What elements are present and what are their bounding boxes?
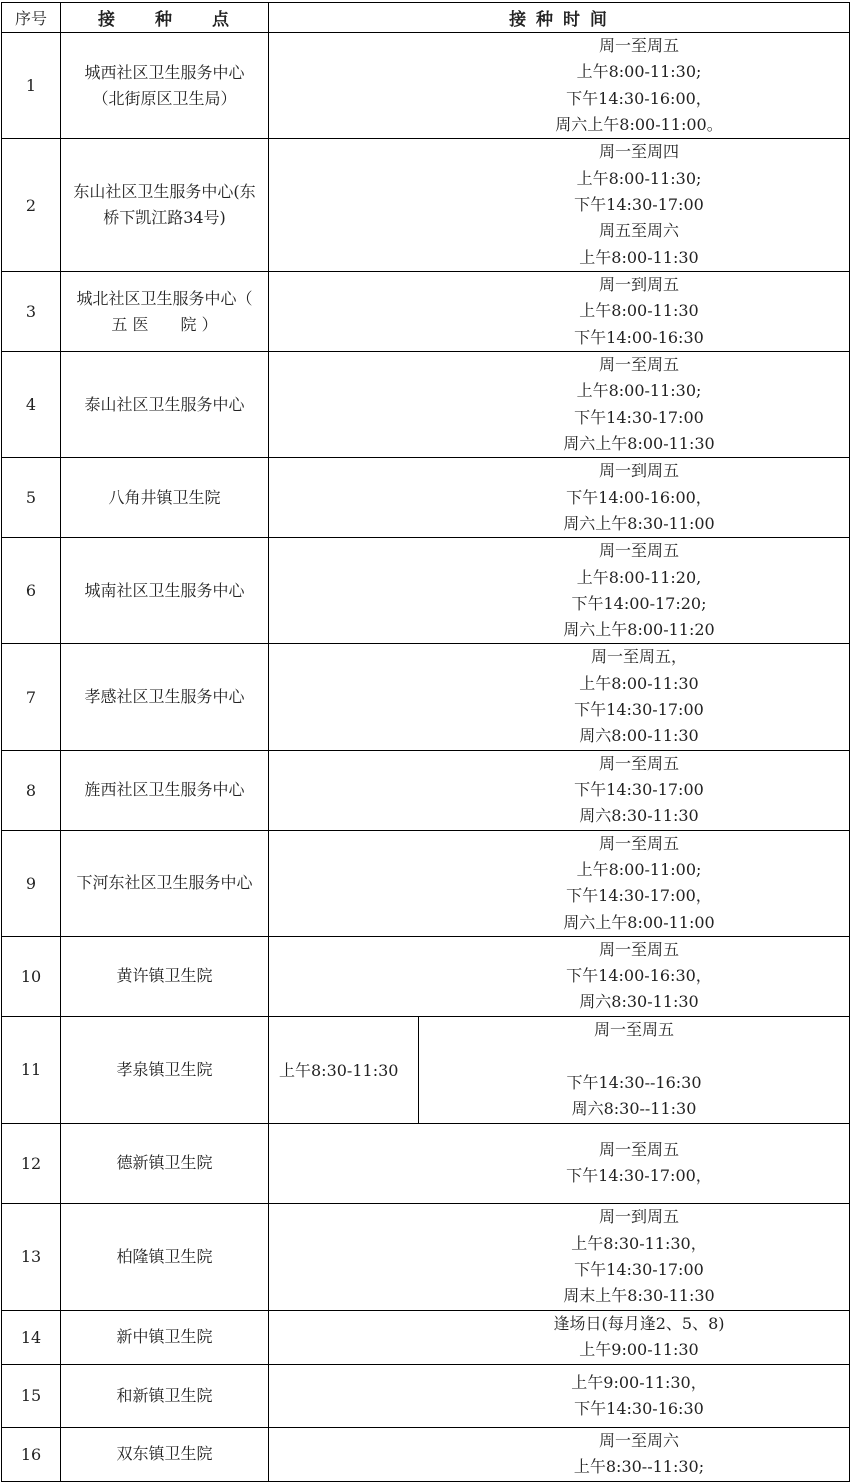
time-line: 周一至周五 <box>598 833 679 853</box>
time-cell <box>269 830 850 936</box>
time-cell <box>269 538 850 644</box>
site-cell <box>61 750 269 830</box>
time-line: 上午8:00-11:00; <box>576 859 702 879</box>
table-row <box>2 272 850 352</box>
time-line: 下午14:30-17:00， <box>566 1166 712 1186</box>
site-name: 柏隆镇卫生院 <box>116 1246 213 1266</box>
time-cell <box>269 272 850 352</box>
time-line: 周六上午8:00-11:20 <box>563 620 715 640</box>
time-line: 周一至周五 <box>598 541 679 561</box>
vaccination-schedule-table <box>1 2 850 1482</box>
site-name: 泰山社区卫生服务中心 <box>84 394 245 414</box>
time-line: 周一至周五 <box>598 36 679 55</box>
site-name: 双东镇卫生院 <box>116 1444 213 1464</box>
time-line: 下午14:00-16:00， <box>566 487 712 507</box>
site-cell <box>61 458 269 538</box>
time-line: 上午8:00-11:30 <box>579 247 699 267</box>
time-line: 下午14:30-17:00 <box>574 407 704 427</box>
row-number: 5 <box>2 458 61 538</box>
time-cell <box>269 1310 850 1364</box>
time-cell <box>419 1016 850 1123</box>
row-number: 3 <box>2 272 61 352</box>
time-line: 上午8:00-11:30; <box>576 168 702 188</box>
table-row <box>2 1016 850 1123</box>
time-line: 下午14:30-17:00 <box>574 195 704 215</box>
row-number: 6 <box>2 538 61 644</box>
table-row <box>2 1123 850 1203</box>
site-cell <box>61 1310 269 1364</box>
row-number: 10 <box>2 936 61 1016</box>
time-line: 周末上午8:30-11:30 <box>563 1286 715 1306</box>
site-name: 东山社区卫生服务中心(东桥下凯江路34号) <box>73 182 256 228</box>
time-line: 下午14:30-16:00， <box>566 88 712 108</box>
time-line: 周六8:30-11:30 <box>579 992 699 1012</box>
row-number: 9 <box>2 830 61 936</box>
header-site: 接 种 点 <box>61 3 269 33</box>
site-name: 孝泉镇卫生院 <box>116 1059 213 1079</box>
site-name: 德新镇卫生院 <box>116 1153 213 1173</box>
time-line: 周六上午8:30-11:00 <box>563 513 715 533</box>
time-line: 上午8:00-11:30; <box>576 381 702 401</box>
time-cell <box>269 1364 850 1427</box>
time-cell <box>269 936 850 1016</box>
time-line: 上午8:30-11:30， <box>571 1233 707 1253</box>
time-cell <box>269 1427 850 1481</box>
time-line <box>419 1044 849 1070</box>
time-line: 上午8:00-11:30; <box>576 62 702 82</box>
time-line: 周一到周五 <box>598 1207 679 1227</box>
site-cell <box>61 33 269 139</box>
time-line: 周一到周五 <box>598 461 679 481</box>
table-row <box>2 139 850 272</box>
site-name: 黄许镇卫生院 <box>116 966 213 986</box>
extra-time-cell: 上午8:30-11:30 <box>269 1016 419 1123</box>
table-row <box>2 1203 850 1310</box>
time-line: 周一至周五 <box>598 753 679 773</box>
table-row <box>2 830 850 936</box>
header-number: 序号 <box>2 3 61 33</box>
site-name: 城南社区卫生服务中心 <box>84 580 245 600</box>
time-line: 下午14:30-17:00 <box>574 1259 704 1279</box>
table-row <box>2 33 850 139</box>
time-line: 周一至周四 <box>598 142 679 162</box>
time-line: 周一至周五 <box>598 939 679 959</box>
site-name: 八角井镇卫生院 <box>108 487 221 507</box>
site-name: 新中镇卫生院 <box>116 1327 213 1347</box>
time-line: 下午14:00-17:20; <box>571 593 707 613</box>
row-number: 13 <box>2 1203 61 1310</box>
time-line: 上午8:00-11:20, <box>576 567 702 587</box>
time-line: 下午14:30-17:00， <box>566 886 712 906</box>
row-number: 12 <box>2 1123 61 1203</box>
time-line: 周六8:00-11:30 <box>579 726 699 746</box>
site-cell <box>61 936 269 1016</box>
site-name: 和新镇卫生院 <box>116 1385 213 1405</box>
table-row <box>2 1364 850 1427</box>
time-line: 上午8:00-11:30 <box>579 301 699 321</box>
site-cell <box>61 1427 269 1481</box>
time-line: 下午14:30-17:00 <box>574 779 704 799</box>
table-row <box>2 750 850 830</box>
time-cell <box>269 1123 850 1203</box>
site-cell <box>61 352 269 458</box>
row-number: 16 <box>2 1427 61 1481</box>
time-line: 上午8:00-11:30 <box>579 673 699 693</box>
time-line: 周六8:30-11:30 <box>579 806 699 826</box>
time-line: 逢场日(每月逢2、5、8) <box>553 1314 725 1334</box>
table-row <box>2 1427 850 1481</box>
site-cell <box>61 1203 269 1310</box>
row-number: 4 <box>2 352 61 458</box>
time-cell <box>269 750 850 830</box>
row-number: 8 <box>2 750 61 830</box>
time-line: 周六上午8:00-11:00 <box>563 912 715 932</box>
time-line: 周一至周五 <box>593 1020 674 1040</box>
row-number: 14 <box>2 1310 61 1364</box>
site-cell <box>61 1016 269 1123</box>
site-cell <box>61 1364 269 1427</box>
time-line: 周五至周六 <box>598 221 679 241</box>
time-line: 下午14:30-17:00 <box>574 700 704 720</box>
row-number: 2 <box>2 139 61 272</box>
site-cell <box>61 830 269 936</box>
time-line: 周六上午8:00-11:30 <box>563 433 715 453</box>
time-line: 周一至周五 <box>598 1140 679 1160</box>
time-line: 周一至周五 <box>598 355 679 375</box>
header-time: 接 种 时 间 <box>269 3 850 33</box>
time-cell <box>269 33 850 139</box>
time-line: 下午14:00-16:30， <box>566 966 712 986</box>
site-name: 旌西社区卫生服务中心 <box>84 780 245 800</box>
time-line: 周一至周六 <box>598 1431 679 1451</box>
time-cell <box>269 644 850 750</box>
site-name: 下河东社区卫生服务中心 <box>76 873 253 893</box>
site-cell <box>61 139 269 272</box>
table-row <box>2 458 850 538</box>
table-row <box>2 936 850 1016</box>
time-line: 周一至周五， <box>590 647 687 667</box>
time-line: 周一到周五 <box>598 275 679 295</box>
time-line: 下午14:30--16:30 <box>566 1072 702 1092</box>
table-row <box>2 1310 850 1364</box>
time-line: 周六8:30--11:30 <box>571 1099 697 1119</box>
time-line: 上午8:30--11:30; <box>573 1457 705 1477</box>
site-cell <box>61 1123 269 1203</box>
table-row <box>2 644 850 750</box>
time-line: 上午9:00-11:30 <box>579 1340 699 1360</box>
time-line: 下午14:00-16:30 <box>574 327 704 347</box>
time-line: 周六上午8:00-11:00。 <box>555 114 723 134</box>
row-number: 11 <box>2 1016 61 1123</box>
row-number: 7 <box>2 644 61 750</box>
table-row <box>2 538 850 644</box>
time-cell <box>269 1203 850 1310</box>
row-number: 15 <box>2 1364 61 1427</box>
header-row <box>2 3 850 33</box>
site-cell <box>61 272 269 352</box>
site-cell <box>61 644 269 750</box>
site-name: 城西社区卫生服务中心（北街原区卫生局） <box>84 62 245 108</box>
row-number: 1 <box>2 33 61 139</box>
site-name: 城北社区卫生服务中心（ 五 医 院 ） <box>76 288 253 334</box>
site-name: 孝感社区卫生服务中心 <box>84 687 245 707</box>
time-line: 上午9:00-11:30， <box>571 1372 707 1392</box>
site-cell <box>61 538 269 644</box>
time-cell <box>269 139 850 272</box>
table-row <box>2 352 850 458</box>
time-line: 下午14:30-16:30 <box>574 1398 704 1418</box>
time-cell <box>269 352 850 458</box>
time-cell <box>269 458 850 538</box>
